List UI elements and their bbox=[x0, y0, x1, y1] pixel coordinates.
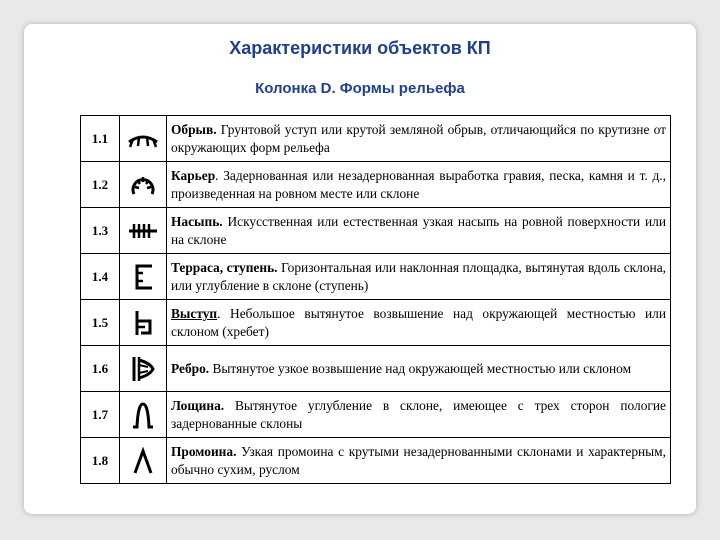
row-description bbox=[167, 438, 671, 484]
row-number: 1.4 bbox=[81, 254, 120, 300]
row-description bbox=[167, 392, 671, 438]
row-text: Узкая промоина с крутыми незадернованными склонами и характерным, обычно сухим, руслом bbox=[171, 444, 666, 477]
row-description bbox=[167, 346, 671, 392]
cliff-icon bbox=[126, 128, 160, 150]
terrace-icon bbox=[129, 262, 157, 292]
ledge-icon bbox=[129, 308, 157, 338]
table-row bbox=[81, 162, 671, 208]
row-term: Лощина. bbox=[171, 398, 225, 413]
gully-icon bbox=[130, 446, 156, 476]
table-row bbox=[81, 438, 671, 484]
row-number: 1.6 bbox=[81, 346, 120, 392]
row-text: . Небольшое вытянутое возвышение над окружающей местностью или склоном (хребет) bbox=[171, 306, 666, 339]
ridge-icon bbox=[128, 354, 158, 384]
row-number: 1.5 bbox=[81, 300, 120, 346]
slide bbox=[24, 24, 696, 514]
row-text: Искусственная или естественная узкая насыпь на ровной поверхности или на склоне bbox=[171, 214, 666, 247]
row-term: Насыпь. bbox=[171, 214, 223, 229]
row-text: . Задернованная или незадернованная выработка гравия, песка, камня и т. д., произведенная на ровном месте или склоне bbox=[171, 168, 666, 201]
page-title: Характеристики объектов КП bbox=[229, 38, 491, 58]
row-description bbox=[167, 300, 671, 346]
row-term: Выступ bbox=[171, 306, 218, 321]
row-number: 1.7 bbox=[81, 392, 120, 438]
hollow-icon bbox=[129, 400, 157, 430]
row-description bbox=[167, 254, 671, 300]
table-row bbox=[81, 300, 671, 346]
table-row bbox=[81, 254, 671, 300]
row-description bbox=[167, 208, 671, 254]
row-number: 1.2 bbox=[81, 162, 120, 208]
table-row bbox=[81, 346, 671, 392]
row-number: 1.1 bbox=[81, 116, 120, 162]
row-description bbox=[167, 116, 671, 162]
embankment-icon bbox=[126, 220, 160, 242]
row-term: Карьер bbox=[171, 168, 216, 183]
row-text: Горизонтальная или наклонная площадка, вытянутая вдоль склона, или углубление в склоне (ступень) bbox=[171, 260, 666, 293]
table-row bbox=[81, 208, 671, 254]
row-description bbox=[167, 162, 671, 208]
row-number: 1.3 bbox=[81, 208, 120, 254]
table-row bbox=[81, 116, 671, 162]
row-term: Промоина. bbox=[171, 444, 237, 459]
table-row bbox=[81, 392, 671, 438]
row-text: Вытянутое углубление в склоне, имеющее с трех сторон пологие задернованные склоны bbox=[171, 398, 666, 431]
row-number: 1.8 bbox=[81, 438, 120, 484]
row-term: Обрыв. bbox=[171, 122, 217, 137]
relief-table bbox=[80, 115, 671, 484]
row-term: Ребро. bbox=[171, 361, 210, 376]
row-text: Вытянутое узкое возвышение над окружающей местностью или склоном bbox=[209, 361, 632, 376]
quarry-icon bbox=[128, 172, 158, 198]
row-text: Грунтовой уступ или крутой земляной обрыв, отличающийся по крутизне от окружающих форм рельефа bbox=[171, 122, 666, 155]
page-subtitle: Колонка D. Формы рельефа bbox=[255, 80, 465, 97]
row-term: Терраса, ступень. bbox=[171, 260, 278, 275]
